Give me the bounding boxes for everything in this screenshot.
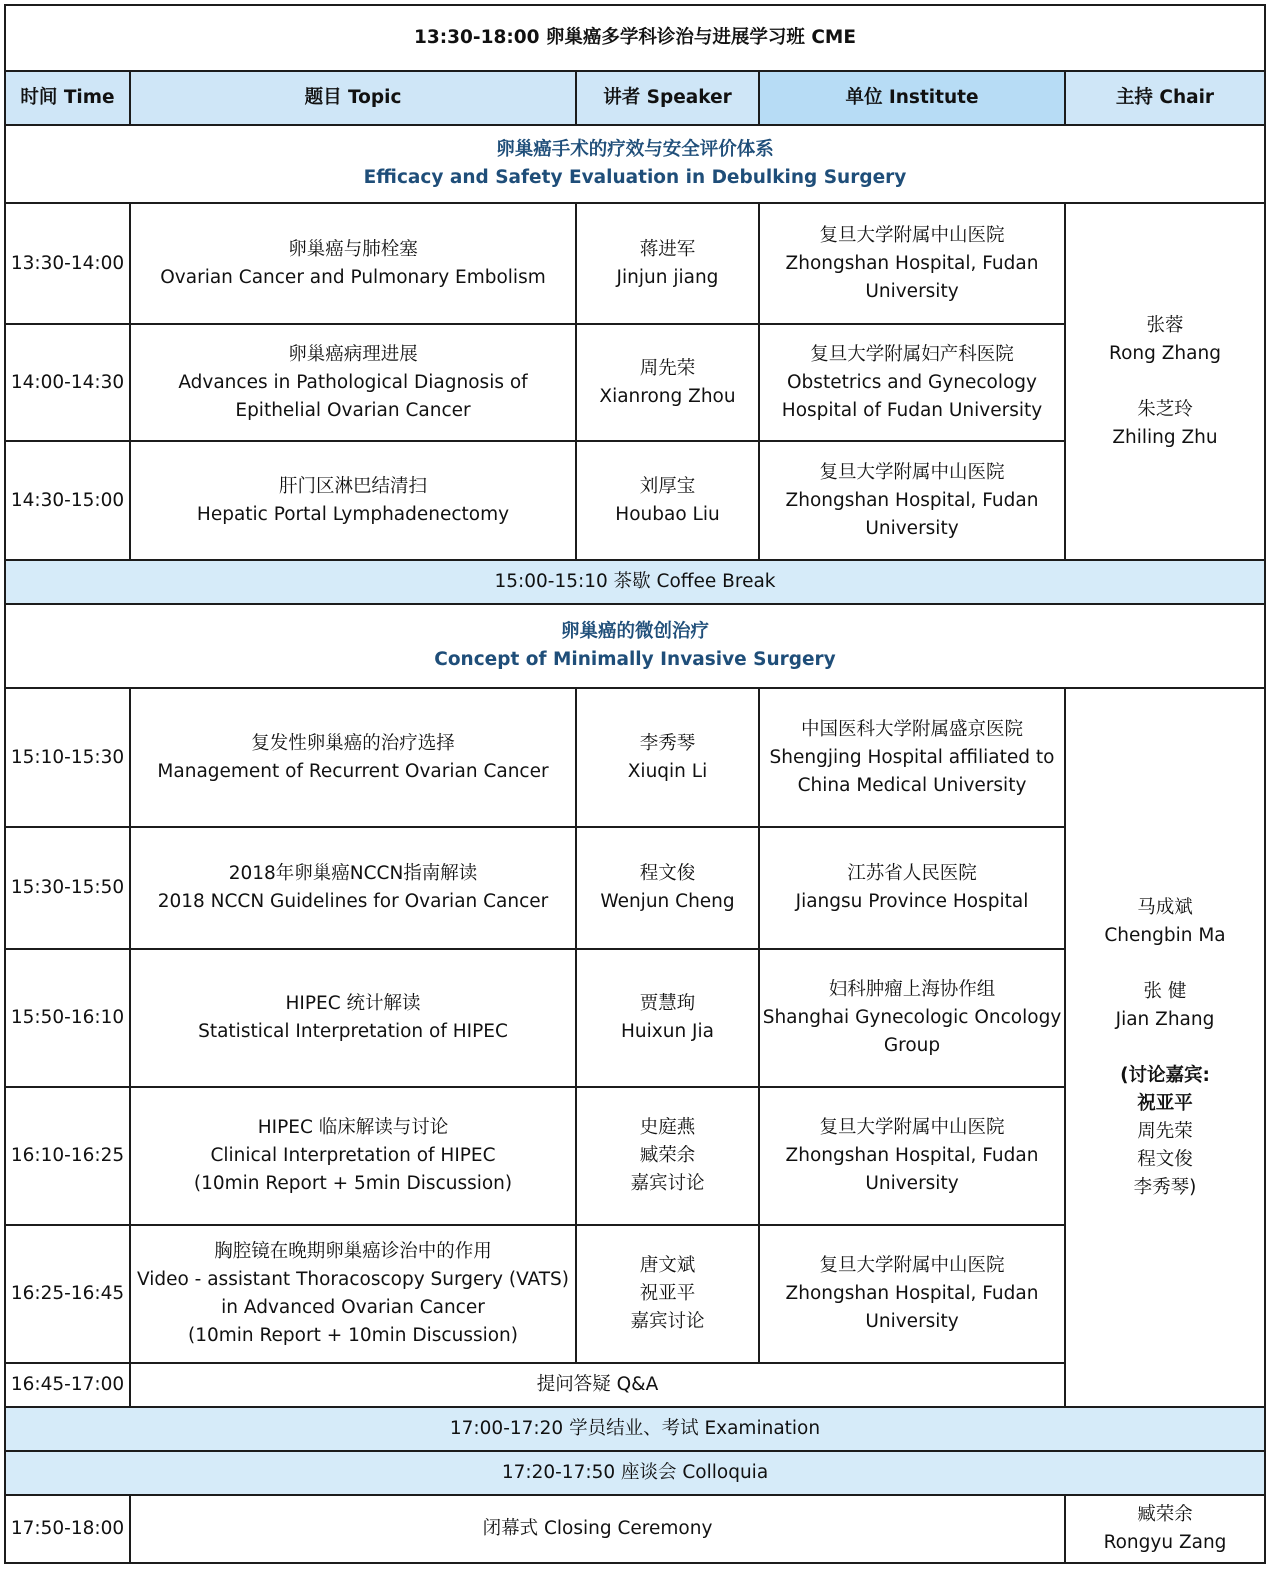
topic-en: Management of Recurrent Ovarian Cancer <box>157 760 549 782</box>
speaker-cn: 周先荣 <box>639 357 696 379</box>
topic-en: Video - assistant Thoracoscopy Surgery (VATS) <box>136 1269 570 1290</box>
speaker-cn: 刘厚宝 <box>639 475 696 497</box>
topic-en: in Advanced Ovarian Cancer <box>221 1297 485 1318</box>
institute-cn: 复旦大学附属中山医院 <box>819 1117 1005 1138</box>
session-institute <box>759 1225 1065 1363</box>
section1-title-cn: 卵巢癌手术的疗效与安全评价体系 <box>496 139 774 160</box>
chair-name-en: Rongyu Zang <box>1103 1532 1227 1553</box>
coffee-break: 15:00-15:10 茶歇 Coffee Break <box>5 560 1265 604</box>
institute-en: Shanghai Gynecologic Oncology <box>762 1007 1062 1028</box>
topic-en: Ovarian Cancer and Pulmonary Embolism <box>160 266 546 288</box>
speaker-en: Huixun Jia <box>621 1021 714 1042</box>
session-speaker <box>576 1087 759 1225</box>
session-institute <box>759 324 1065 441</box>
topic-cn: 2018年卵巢癌NCCN指南解读 <box>228 863 478 884</box>
session-speaker <box>576 324 759 441</box>
institute-en: Zhongshan Hospital, Fudan <box>785 489 1039 511</box>
speaker-cn: 祝亚平 <box>639 1283 696 1304</box>
speaker-cn: 臧荣余 <box>639 1145 696 1166</box>
examination-row <box>5 1407 1265 1451</box>
session-topic <box>130 949 576 1087</box>
section1-title-row <box>5 125 1265 203</box>
qa-time: 16:45-17:00 <box>5 1363 130 1407</box>
session-time: 15:30-15:50 <box>5 827 130 949</box>
session-speaker <box>576 688 759 827</box>
topic-en: Epithelial Ovarian Cancer <box>235 399 471 421</box>
section2-title-row <box>5 604 1265 688</box>
session-topic <box>130 441 576 560</box>
session-speaker <box>576 203 759 324</box>
section2-title-cn: 卵巢癌的微创治疗 <box>560 621 709 642</box>
session-row <box>5 688 1265 827</box>
speaker-cn: 蒋进军 <box>639 238 696 260</box>
section1-title-en: Efficacy and Safety Evaluation in Debulking Surgery <box>363 167 907 188</box>
institute-cn: 中国医科大学附属盛京医院 <box>800 718 1023 740</box>
closing-time: 17:50-18:00 <box>5 1495 130 1563</box>
session-topic <box>130 203 576 324</box>
session-topic <box>130 688 576 827</box>
colloquia: 17:20-17:50 座谈会 Colloquia <box>5 1451 1265 1495</box>
institute-en: University <box>865 1173 959 1194</box>
closing-row <box>5 1495 1265 1563</box>
session-time: 15:10-15:30 <box>5 688 130 827</box>
chair-name-en: Jian Zhang <box>1115 1008 1215 1030</box>
session-time: 16:25-16:45 <box>5 1225 130 1363</box>
topic-cn: 胸腔镜在晚期卵巢癌诊治中的作用 <box>214 1241 492 1262</box>
chair-name-cn: 马成斌 <box>1137 896 1193 918</box>
session-time: 14:00-14:30 <box>5 324 130 441</box>
topic-cn: 卵巢癌与肺栓塞 <box>288 238 418 260</box>
speaker-cn: 史庭燕 <box>639 1117 696 1138</box>
chair-name-en: Chengbin Ma <box>1104 924 1226 946</box>
examination: 17:00-17:20 学员结业、考试 Examination <box>5 1407 1265 1451</box>
speaker-cn: 贾慧珣 <box>639 993 696 1014</box>
speaker-en: Wenjun Cheng <box>600 891 735 912</box>
institute-cn: 复旦大学附属中山医院 <box>819 461 1005 483</box>
topic-cn: HIPEC 统计解读 <box>285 993 421 1014</box>
topic-cn: HIPEC 临床解读与讨论 <box>257 1117 449 1138</box>
chair-name-cn: 张蓉 <box>1146 314 1184 336</box>
speaker-cn: 唐文斌 <box>639 1255 696 1276</box>
speaker-en: Jinjun jiang <box>616 266 719 288</box>
chair-name-cn: 张 健 <box>1143 980 1187 1002</box>
speaker-cn: 嘉宾讨论 <box>630 1173 705 1194</box>
discussion-guest: 李秀琴) <box>1133 1176 1197 1198</box>
institute-cn: 复旦大学附属中山医院 <box>819 1255 1005 1276</box>
schedule-title: 13:30-18:00 卵巢癌多学科诊治与进展学习班 CME <box>5 5 1265 71</box>
topic-cn: 肝门区淋巴结清扫 <box>278 475 427 497</box>
institute-en: Zhongshan Hospital, Fudan <box>785 1145 1039 1166</box>
institute-en: Shengjing Hospital affiliated to <box>769 746 1055 768</box>
session-institute <box>759 688 1065 827</box>
qa-label: 提问答疑 Q&A <box>130 1363 1065 1407</box>
topic-en: Clinical Interpretation of HIPEC <box>210 1145 496 1166</box>
session-institute <box>759 1087 1065 1225</box>
schedule-table <box>4 4 1266 1564</box>
topic-en: 2018 NCCN Guidelines for Ovarian Cancer <box>157 891 549 912</box>
topic-en: Hepatic Portal Lymphadenectomy <box>196 503 510 525</box>
institute-en: University <box>865 280 959 302</box>
institute-cn: 复旦大学附属中山医院 <box>819 224 1005 246</box>
session-topic <box>130 1225 576 1363</box>
institute-en: Group <box>883 1035 941 1056</box>
institute-en: University <box>865 517 959 539</box>
section2-chair <box>1065 688 1265 1407</box>
coffee-break-row <box>5 560 1265 604</box>
topic-en: Advances in Pathological Diagnosis of <box>178 371 528 393</box>
session-institute <box>759 441 1065 560</box>
institute-en: China Medical University <box>797 774 1027 796</box>
speaker-cn: 嘉宾讨论 <box>630 1311 705 1332</box>
session-row <box>5 203 1265 324</box>
topic-en: (10min Report + 5min Discussion) <box>193 1173 513 1194</box>
header-time: 时间 Time <box>5 71 130 125</box>
header-row <box>5 71 1265 125</box>
session-time: 13:30-14:00 <box>5 203 130 324</box>
topic-cn: 复发性卵巢癌的治疗选择 <box>251 732 455 754</box>
discussion-guest: 周先荣 <box>1137 1120 1193 1142</box>
colloquia-row <box>5 1451 1265 1495</box>
chair-name-cn: 朱芝玲 <box>1137 398 1193 420</box>
session-topic <box>130 1087 576 1225</box>
header-topic: 题目 Topic <box>130 71 576 125</box>
session-topic <box>130 827 576 949</box>
section1-chair <box>1065 203 1265 560</box>
closing-label: 闭幕式 Closing Ceremony <box>130 1495 1065 1563</box>
chair-name-en: Rong Zhang <box>1109 342 1221 364</box>
discussion-guests-label: (讨论嘉宾: <box>1120 1064 1210 1086</box>
institute-en: Zhongshan Hospital, Fudan <box>785 1283 1039 1304</box>
chair-name-cn: 臧荣余 <box>1137 1504 1193 1525</box>
discussion-guest: 祝亚平 <box>1137 1092 1193 1114</box>
institute-cn: 复旦大学附属妇产科医院 <box>810 343 1014 365</box>
section2-title-en: Concept of Minimally Invasive Surgery <box>434 649 836 670</box>
title-row <box>5 5 1265 71</box>
speaker-cn: 程文俊 <box>639 863 696 884</box>
session-time: 14:30-15:00 <box>5 441 130 560</box>
section1-title <box>5 125 1265 203</box>
institute-cn: 妇科肿瘤上海协作组 <box>828 979 996 1000</box>
topic-en: (10min Report + 10min Discussion) <box>187 1325 519 1346</box>
header-speaker: 讲者 Speaker <box>576 71 759 125</box>
session-institute <box>759 827 1065 949</box>
speaker-en: Xiuqin Li <box>627 760 708 782</box>
institute-en: Jiangsu Province Hospital <box>795 891 1029 912</box>
institute-en: Hospital of Fudan University <box>781 399 1043 421</box>
institute-en: Zhongshan Hospital, Fudan <box>785 252 1039 274</box>
chair-name-en: Zhiling Zhu <box>1112 426 1218 448</box>
session-time: 16:10-16:25 <box>5 1087 130 1225</box>
session-speaker <box>576 949 759 1087</box>
session-speaker <box>576 441 759 560</box>
speaker-cn: 李秀琴 <box>639 732 696 754</box>
session-time: 15:50-16:10 <box>5 949 130 1087</box>
discussion-guest: 程文俊 <box>1137 1148 1193 1170</box>
header-chair: 主持 Chair <box>1065 71 1265 125</box>
speaker-en: Xianrong Zhou <box>599 385 736 407</box>
institute-cn: 江苏省人民医院 <box>847 863 977 884</box>
section2-title <box>5 604 1265 688</box>
session-speaker <box>576 1225 759 1363</box>
session-institute <box>759 949 1065 1087</box>
institute-en: Obstetrics and Gynecology <box>787 371 1037 393</box>
header-institute: 单位 Institute <box>759 71 1065 125</box>
speaker-en: Houbao Liu <box>615 503 720 525</box>
session-speaker <box>576 827 759 949</box>
institute-en: University <box>865 1311 959 1332</box>
session-topic <box>130 324 576 441</box>
session-institute <box>759 203 1065 324</box>
closing-chair <box>1065 1495 1265 1563</box>
topic-en: Statistical Interpretation of HIPEC <box>198 1021 508 1042</box>
topic-cn: 卵巢癌病理进展 <box>288 343 418 365</box>
